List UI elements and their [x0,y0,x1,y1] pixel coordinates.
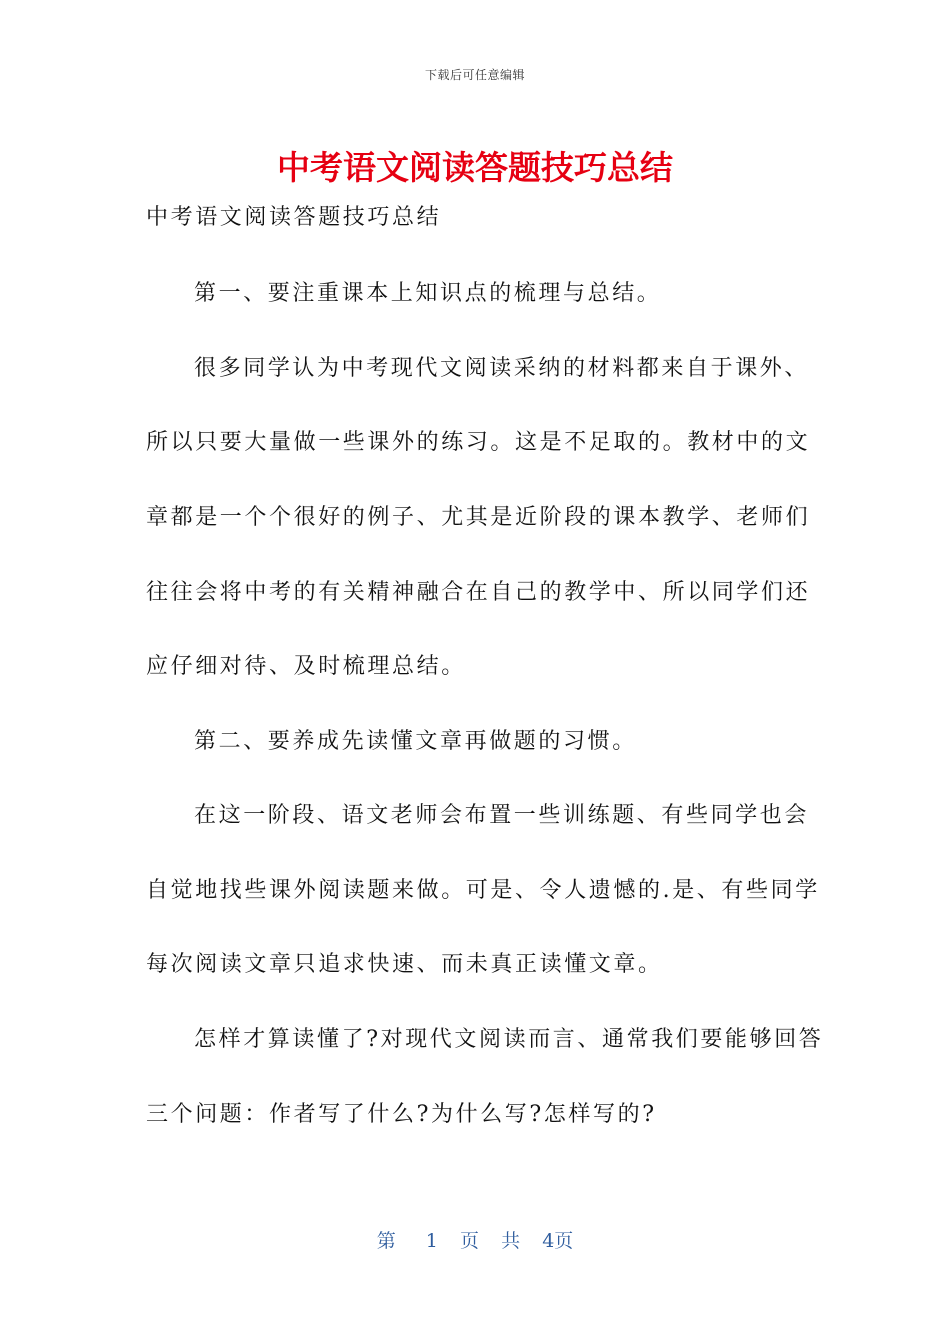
paragraph-line: 每次阅读文章只追求快速、而未真正读懂文章。 [146,952,663,977]
paragraph-line: 所以只要大量做一些课外的练习。这是不足取的。教材中的文 [146,430,811,455]
paragraph-line: 很多同学认为中考现代文阅读采纳的材料都来自于课外、 [194,356,810,381]
document-title: 中考语文阅读答题技巧总结 [277,148,673,187]
footer-total-word: 共 [501,1230,521,1252]
paragraph-line: 怎样才算读懂了?对现代文阅读而言、通常我们要能够回答 [194,1027,824,1052]
footer-total-pages: 4页 [542,1230,574,1252]
footer-page-word: 第 [376,1230,396,1252]
footer-page-number: 1 [425,1230,438,1252]
paragraph-line: 章都是一个个很好的例子、尤其是近阶段的课本教学、老师们 [146,505,811,530]
paragraph-line: 应仔细对待、及时梳理总结。 [146,654,466,679]
paragraph-line: 在这一阶段、语文老师会布置一些训练题、有些同学也会 [194,803,810,828]
paragraph-line: 第一、要注重课本上知识点的梳理与总结。 [194,281,662,306]
paragraph-line: 往往会将中考的有关精神融合在自己的教学中、所以同学们还 [146,580,811,605]
header-note: 下载后可任意编辑 [424,68,525,82]
page-footer [0,1226,950,1253]
paragraph-line: 自觉地找些课外阅读题来做。可是、令人遗憾的.是、有些同学 [146,878,820,903]
paragraph-line: 第二、要养成先读懂文章再做题的习惯。 [194,729,637,754]
subtitle-line: 中考语文阅读答题技巧总结 [146,205,442,230]
footer-page-unit: 页 [459,1230,479,1252]
paragraph-line: 三个问题：作者写了什么?为什么写?怎样写的? [146,1102,657,1127]
